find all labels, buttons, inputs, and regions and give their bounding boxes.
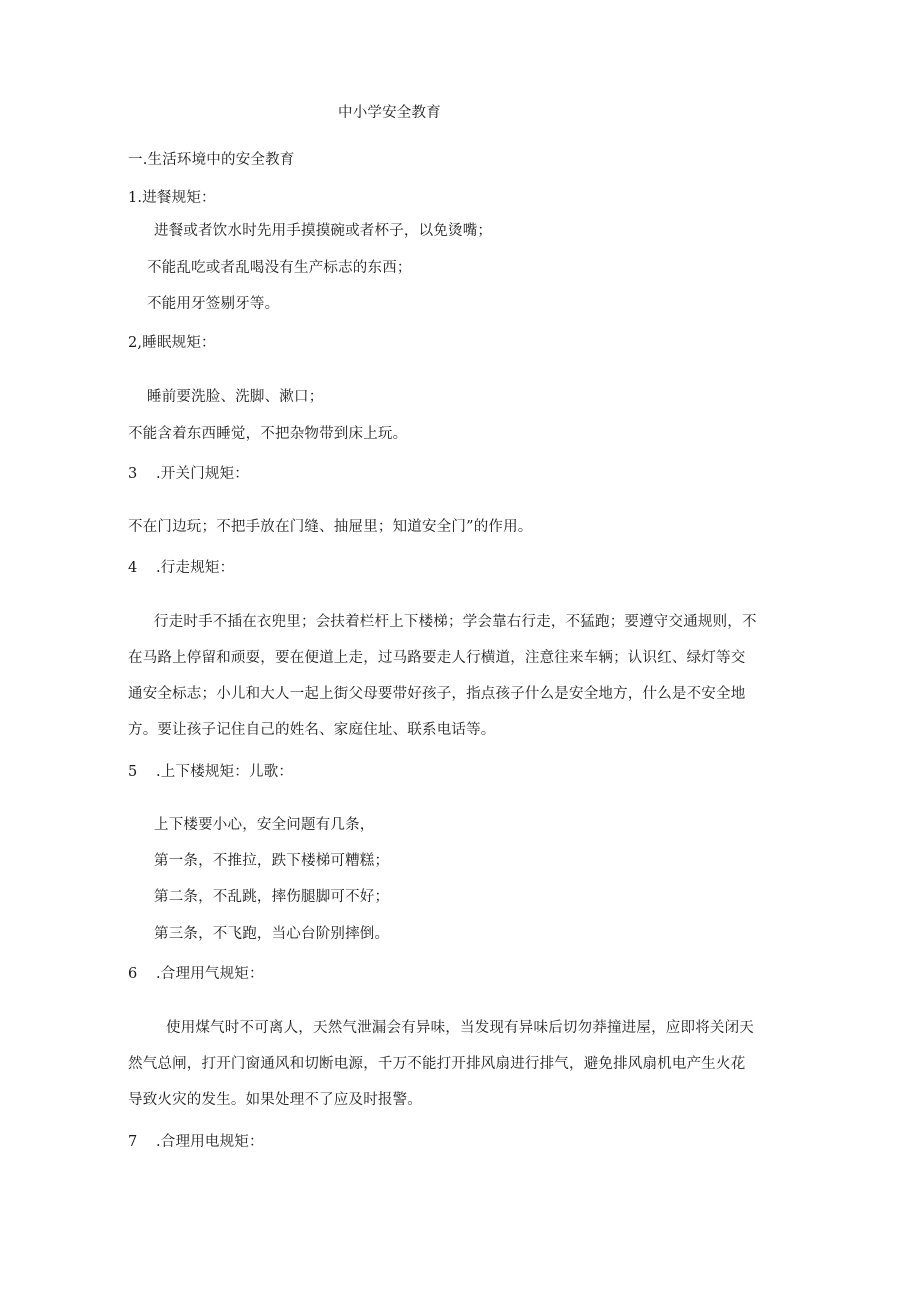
s5-line-2: 第一条，不推拉，跌下楼梯可糟糕； (154, 853, 390, 869)
s6-heading-text: .合理用气规矩： (156, 966, 264, 982)
s4-number: 4 (128, 560, 138, 576)
s4-line-3: 通安全标志；小儿和大人一起上街父母要带好孩子，指点孩子什么是安全地方，什么是不安全地 (128, 686, 746, 702)
s2-heading: 2,睡眠规矩： (128, 335, 216, 351)
s4-line-2: 在马路上停留和顽耍，要在便道上走，过马路要走人行横道，注意往来车辆；认识红、绿灯等交 (128, 650, 746, 666)
s1-heading: 1.进餐规矩： (128, 190, 216, 206)
s4-heading-text: .行走规矩： (156, 560, 235, 576)
s5-line-1: 上下楼要小心，安全问题有几条， (154, 817, 375, 833)
s6-line-1: 使用煤气时不可离人，天然气泄漏会有异味，当发现有异味后切勿莽撞进屋，应即将关闭天 (166, 1020, 754, 1036)
s5-heading-text: .上下楼规矩：儿歌： (156, 764, 294, 780)
section-heading: 一.生活环境中的安全教育 (128, 152, 295, 168)
s3-line-1: 不在门边玩；不把手放在门缝、抽屉里；知道安全门”的作用。 (128, 519, 533, 535)
s5-heading (128, 762, 293, 782)
s7-heading (128, 1132, 264, 1152)
s7-heading-text: .合理用电规矩： (156, 1134, 264, 1150)
s4-heading (128, 558, 234, 578)
s5-line-4: 第三条，不飞跑，当心台阶别摔倒。 (154, 926, 390, 942)
s5-line-3: 第二条，不乱跳，摔伤腿脚可不好； (154, 889, 390, 905)
s4-line-1: 行走时手不插在衣兜里；会扶着栏杆上下楼梯；学会靠右行走，不猛跑；要遵守交通规则，不 (154, 614, 757, 630)
s3-number: 3 (128, 466, 138, 482)
s1-line-2: 不能乱吃或者乱喝没有生产标志的东西； (147, 260, 412, 276)
s4-line-4: 方。要让孩子记住自己的姓名、家庭住址、联系电话等。 (128, 722, 496, 738)
s2-line-2: 不能含着东西睡觉，不把杂物带到床上玩。 (128, 426, 408, 442)
s6-heading (128, 964, 264, 984)
s1-line-1: 进餐或者饮水时先用手摸摸碗或者杯子，以免烫嘴； (154, 223, 493, 239)
page-title: 中小学安全教育 (338, 105, 441, 121)
s7-number: 7 (128, 1134, 138, 1150)
s5-number: 5 (128, 764, 138, 780)
s6-line-2: 然气总闸，打开门窗通风和切断电源，千万不能打开排风扇进行排气，避免排风扇机电产生火花 (128, 1056, 746, 1072)
s2-line-1: 睡前要洗脸、洗脚、漱口； (147, 389, 324, 405)
s6-line-3: 导致火灾的发生。如果处理不了应及时报警。 (128, 1092, 422, 1108)
s6-number: 6 (128, 966, 138, 982)
s3-heading (128, 464, 249, 484)
s3-heading-text: .开关门规矩： (156, 466, 250, 482)
s1-line-3: 不能用牙签剔牙等。 (147, 296, 280, 312)
